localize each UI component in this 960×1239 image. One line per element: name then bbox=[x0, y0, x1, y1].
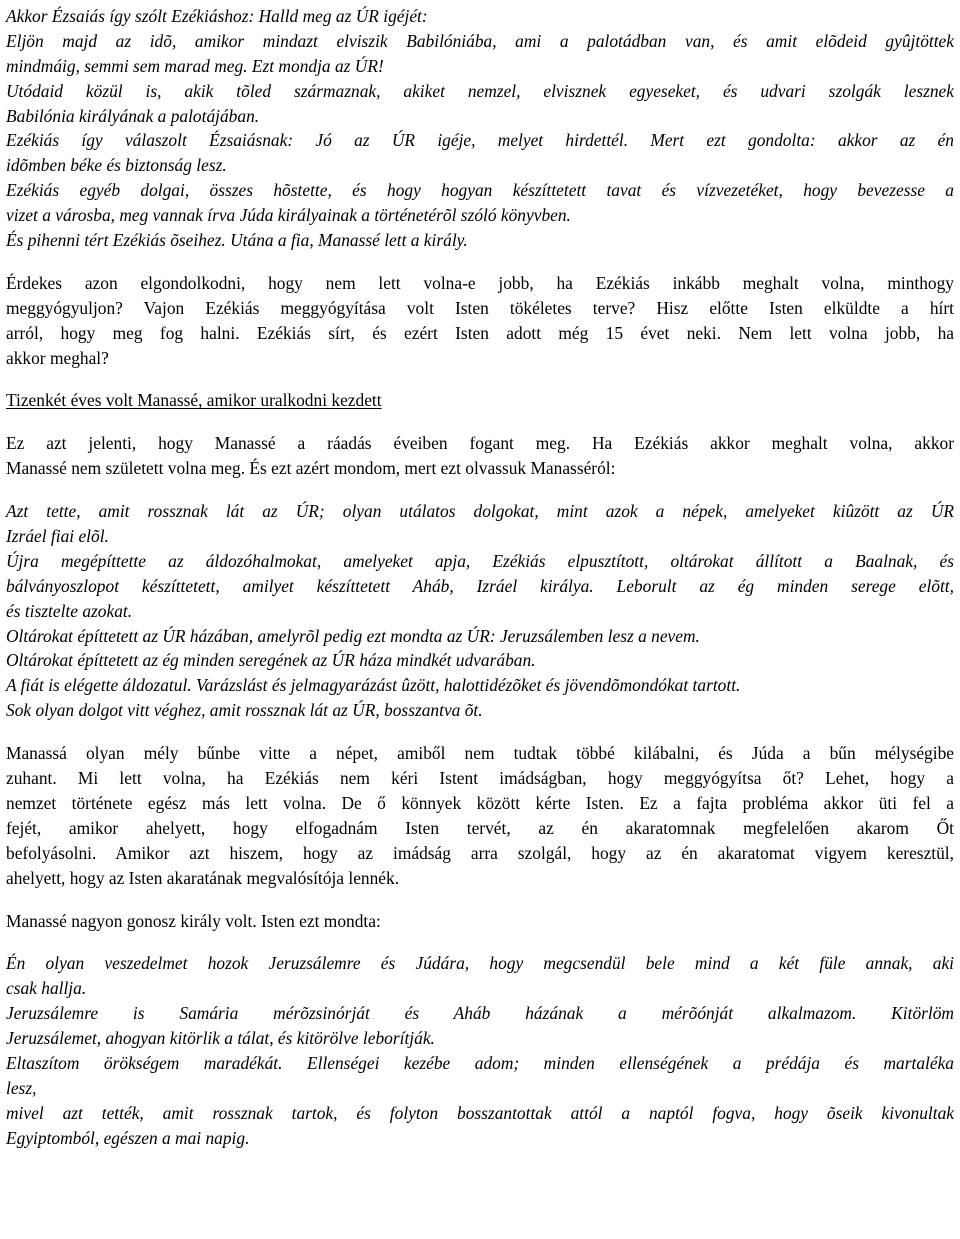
scripture-quote-3 bbox=[6, 951, 954, 1150]
text-line: Izráel fiai elõl. bbox=[6, 526, 109, 547]
text-line: Manassé nagyon gonosz király volt. Isten ezt mondta: bbox=[6, 910, 381, 931]
scripture-quote-2 bbox=[6, 499, 954, 723]
text-line: bálványoszlopot készíttetett, amilyet készíttetett Aháb, Izráel királya. Leborult az ég minden serege elõtt, bbox=[6, 575, 954, 596]
text-line: nemzet története egész más lett volna. De ő könnyek között kérte Isten. Ez a fajta probléma akkor üti fel a bbox=[6, 792, 954, 813]
text-line: Érdekes azon elgondolkodni, hogy nem lett volna-e jobb, ha Ezékiás inkább meghalt volna, minthogy bbox=[6, 272, 954, 293]
text-line: Ez azt jelenti, hogy Manassé a ráadás éveiben fogant meg. Ha Ezékiás akkor meghalt volna, akkor bbox=[6, 433, 954, 454]
text-line: idõmben béke és biztonság lesz. bbox=[6, 155, 227, 176]
text-line: csak hallja. bbox=[6, 978, 87, 999]
text-line: Akkor Ézsaiás így szólt Ezékiáshoz: Halld meg az ÚR igéjét: bbox=[6, 6, 428, 26]
text-line: Sok olyan dolgot vitt véghez, amit rossznak lát az ÚR, bosszantva õt. bbox=[6, 700, 483, 721]
text-line: fejét, amikor ahelyett, hogy elfogadnám Isten tervét, az én akaratomnak megfelelően akarom Őt bbox=[6, 817, 954, 838]
text-line: Manassá olyan mély bűnbe vitte a népet, amiből nem tudtak többé kilábalni, és Júda a bűn mélységibe bbox=[6, 743, 954, 764]
text-line: ahelyett, hogy az Isten akaratának megvalósítója lennék. bbox=[6, 867, 400, 888]
text-line: és tisztelte azokat. bbox=[6, 600, 133, 621]
text-line: meggyógyuljon? Vajon Ezékiás meggyógyítása volt Isten tökéletes terve? Hisz előtte Isten elküldte a hírt bbox=[6, 297, 954, 318]
text-line: Jeruzsálemet, ahogyan kitörlik a tálat, és kitörölve leborítják. bbox=[6, 1028, 435, 1049]
commentary-paragraph-1 bbox=[6, 271, 954, 371]
commentary-paragraph-4 bbox=[6, 909, 954, 934]
commentary-paragraph-2 bbox=[6, 431, 954, 481]
text-line: Oltárokat építtetett az ÚR házában, amelyrõl pedig ezt mondta az ÚR: Jeruzsálemben lesz a nevem. bbox=[6, 625, 700, 646]
text-line: Eltaszítom örökségem maradékát. Ellenségei kezébe adom; minden ellenségének a prédája és martaléka bbox=[6, 1052, 954, 1073]
text-line: Ezékiás egyéb dolgai, összes hõstette, és hogy hogyan készíttetett tavat és vízvezetéket, hogy bevezesse a bbox=[6, 180, 954, 201]
text-line: Újra megépíttette az áldozóhalmokat, amelyeket apja, Ezékiás elpusztított, oltárokat állított a Baalnak, és bbox=[6, 550, 954, 571]
text-line: akkor meghal? bbox=[6, 347, 109, 368]
text-line: Manassé nem született volna meg. És ezt azért mondom, mert ezt olvassuk Manasséról: bbox=[6, 458, 616, 479]
heading-text: Tizenkét éves volt Manassé, amikor uralkodni kezdett bbox=[6, 390, 382, 411]
scripture-quote-1 bbox=[6, 4, 954, 253]
text-line: befolyásolni. Amikor azt hiszem, hogy az imádság arra szolgál, hogy az én akaratomat vigyem keresztül, bbox=[6, 842, 954, 863]
text-line: mindmáig, semmi sem marad meg. Ezt mondja az ÚR! bbox=[6, 55, 384, 76]
text-line: A fiát is elégette áldozatul. Varázslást és jelmagyarázást ûzött, halottidézõket és jövendõmondókat tartott. bbox=[6, 675, 741, 696]
text-line: vizet a városba, meg vannak írva Júda királyainak a történetérõl szóló könyvben. bbox=[6, 205, 571, 226]
section-heading bbox=[6, 388, 954, 413]
text-line: Ezékiás így válaszolt Ézsaiásnak: Jó az ÚR igéje, melyet hirdettél. Mert ezt gondolta: akkor az én bbox=[6, 130, 954, 151]
text-line: arról, hogy meg fog halni. Ezékiás sírt, és ezért Isten adott még 15 évet neki. Nem lett volna jobb, ha bbox=[6, 322, 954, 343]
text-line: Én olyan veszedelmet hozok Jeruzsálemre és Júdára, hogy megcsendül bele mind a két füle annak, aki bbox=[6, 953, 954, 974]
text-line: Azt tette, amit rossznak lát az ÚR; olyan utálatos dolgokat, mint azok a népek, amelyeket kiûzött az ÚR bbox=[6, 501, 954, 522]
text-line: zuhant. Mi lett volna, ha Ezékiás nem kéri Istent imádságban, hogy meggyógyítsa őt? Lehet, hogy a bbox=[6, 768, 954, 789]
text-line: Eljön majd az idõ, amikor mindazt elviszik Babilóniába, ami a palotádban van, és amit elõdeid gyûjtöttek bbox=[6, 30, 954, 51]
text-line: És pihenni tért Ezékiás õseihez. Utána a fia, Manassé lett a király. bbox=[6, 230, 468, 251]
text-line: mivel azt tették, amit rossznak tartok, és folyton bosszantottak attól a naptól fogva, hogy õseik kivonultak bbox=[6, 1102, 954, 1123]
text-line: Jeruzsálemre is Samária mérõzsinórját és Aháb házának a mérõónját alkalmazom. Kitörlöm bbox=[6, 1003, 954, 1024]
text-line: lesz, bbox=[6, 1077, 37, 1098]
commentary-paragraph-3 bbox=[6, 741, 954, 890]
text-line: Utódaid közül is, akik tõled származnak, akiket nemzel, elvisznek egyeseket, és udvari szolgák lesznek bbox=[6, 80, 954, 101]
text-line: Oltárokat építtetett az ég minden seregének az ÚR háza mindkét udvarában. bbox=[6, 650, 536, 671]
text-line: Babilónia királyának a palotájában. bbox=[6, 105, 260, 126]
text-line: Egyiptomból, egészen a mai napig. bbox=[6, 1127, 250, 1148]
